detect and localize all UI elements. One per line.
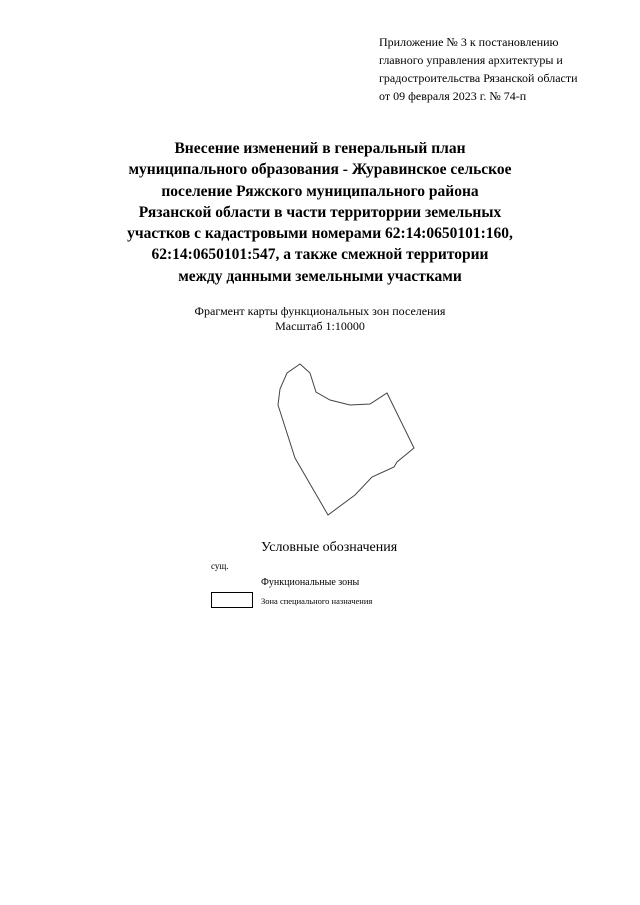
legend-item-label: Зона специального назначения bbox=[261, 596, 373, 606]
title-line: 62:14:0650101:547, а также смежной территории bbox=[151, 246, 489, 264]
appendix-line: главного управления архитектуры и bbox=[379, 53, 563, 67]
title-line: муниципального образования - Журавинское сельское bbox=[128, 161, 512, 179]
appendix-line: градостроительства Рязанской области bbox=[379, 71, 578, 85]
map-subtitle: Фрагмент карты функциональных зон поселения bbox=[194, 304, 446, 318]
title-line: поселение Ряжского муниципального района bbox=[161, 182, 479, 200]
title-line: Внесение изменений в генеральный план bbox=[174, 140, 466, 157]
title-line: участков с кадастровыми номерами 62:14:0650101:160, bbox=[127, 225, 513, 243]
title-line: между данными земельными участками bbox=[178, 267, 462, 285]
appendix-line: от 09 февраля 2023 г. № 74-п bbox=[379, 89, 527, 103]
zone-boundary bbox=[278, 364, 414, 515]
appendix-line: Приложение № 3 к постановлению bbox=[379, 35, 559, 49]
legend-group: Функциональные зоны bbox=[261, 577, 360, 588]
legend-title: Условные обозначения bbox=[261, 540, 398, 555]
legend-swatch bbox=[211, 592, 253, 608]
title-line: Рязанской области в части территоррии земельных bbox=[138, 203, 502, 221]
legend-status: сущ. bbox=[211, 561, 229, 571]
map-scale: Масштаб 1:10000 bbox=[275, 319, 365, 333]
